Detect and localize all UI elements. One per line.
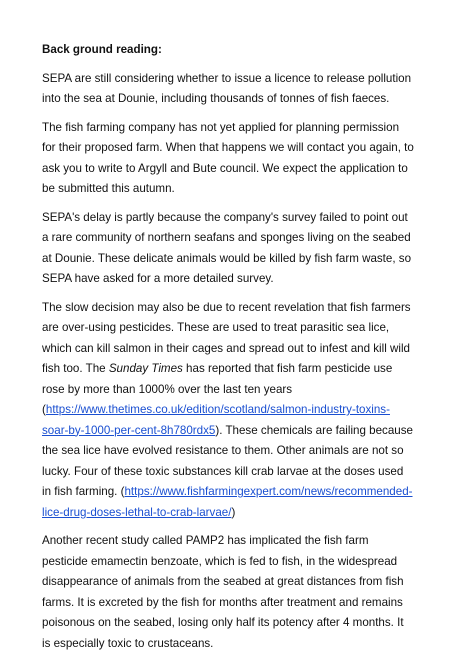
fishfarmingexpert-link[interactable]: https://www.fishfarmingexpert.com/news/recommended-lice-drug-doses-lethal-to-crab-larvae/ — [42, 485, 413, 519]
pesticides-text-2: has reported that fish farm pesticide use rose by more than 1000% over the last ten years ( — [42, 362, 393, 416]
paragraph-survey: SEPA's delay is partly because the company's survey failed to point out a rare community of northern seafans and sponges living on the seabed at Dounie. These delicate animals would be killed by fish farm waste, so SEPA have asked for a more detailed survey. — [42, 210, 412, 285]
paragraph-planning: The fish farming company has not yet applied for planning permission for their proposed farm. When that happens we will contact you again, to ask you to write to Argyll and Bute council. We expect the application to be submitted this autumn. — [42, 120, 414, 195]
thetimes-link[interactable]: https://www.thetimes.co.uk/edition/scotland/salmon-industry-toxins-soar-by-1000-per-cent-8h780rdx5 — [42, 403, 390, 437]
pesticides-text-4: ) — [231, 505, 236, 519]
pesticides-text-3: ). These chemicals are failing because the sea lice have evolved resistance to them. Other animals are not so lucky. Four of these toxic substances kill crab larvae at the doses used in fish farming. ( — [42, 423, 413, 498]
publication-name: Sunday Times — [108, 362, 183, 375]
pesticides-text-1: The slow decision may also be due to recent revelation that fish farmers are over-using pesticides. These are used to treat parasitic sea lice, which can kill salmon in their cages and spread out to infest and kill wild fish too. The — [42, 300, 411, 375]
paragraph-pesticides — [42, 298, 415, 524]
paragraph-pamp2: Another recent study called PAMP2 has implicated the fish farm pesticide emamectin benzoate, which is fed to fish, in the widespread disappearance of animals from the seabed at great distances from fish farms. It is excreted by the fish for months after treatment and remains poisonous on the seabed, losing only half its potency after 4 months. It is especially toxic to crustaceans. — [42, 534, 404, 650]
paragraph-licence: SEPA are still considering whether to issue a licence to release pollution into the sea at Dounie, including thousands of tonnes of fish faeces. — [42, 71, 412, 105]
page-heading: Back ground reading: — [42, 43, 162, 56]
